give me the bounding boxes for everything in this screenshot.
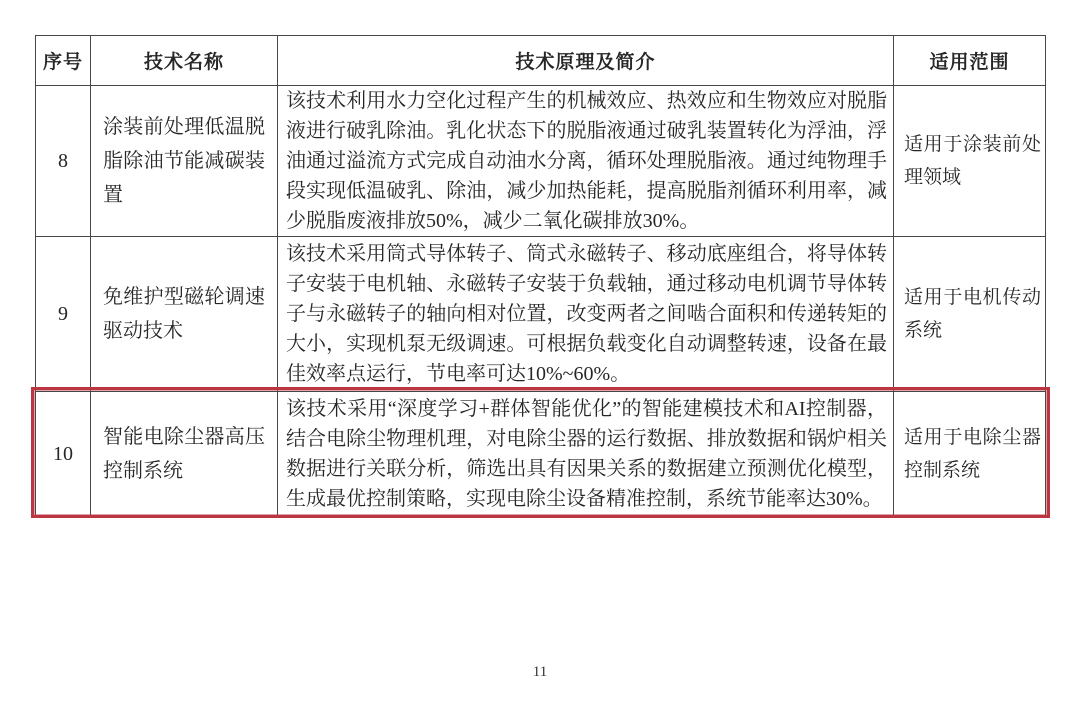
row-serial-number: 8 (36, 86, 91, 237)
row-applicable-scope (894, 237, 1046, 392)
header-serial-number: 序号 (36, 36, 91, 86)
row-principle-intro (278, 86, 894, 237)
principle-intro-text: 该技术采用筒式导体转子、筒式永磁转子、移动底座组合，将导体转子安装于电机轴、永磁转子安装于负载轴，通过移动电机调节导体转子与永磁转子的轴向相对位置，改变两者之间啮合面积和传递转矩的大小，实现机泵无级调速。可根据负载变化自动调整转速，设备在最佳效率点运行，节电率可达10%~60%。 (286, 243, 887, 385)
header-applicable-scope: 适用范围 (894, 36, 1046, 86)
applicable-scope-text: 适用于电除尘器控制系统 (904, 427, 1041, 481)
technology-table (35, 35, 1046, 517)
row-applicable-scope (894, 392, 1046, 517)
applicable-scope-text: 适用于电机传动系统 (904, 287, 1041, 341)
row-applicable-scope (894, 86, 1046, 237)
applicable-scope-text: 适用于涂装前处理领域 (904, 134, 1041, 188)
row-technology-name (91, 86, 278, 237)
table-header-row (36, 36, 1046, 86)
header-technology-name: 技术名称 (91, 36, 278, 86)
principle-intro-text: 该技术利用水力空化过程产生的机械效应、热效应和生物效应对脱脂液进行破乳除油。乳化状态下的脱脂液通过破乳装置转化为浮油，浮油通过溢流方式完成自动油水分离，循环处理脱脂液。通过纯物理手段实现低温破乳、除油，减少加热能耗，提高脱脂剂循环利用率，减少脱脂废液排放50%，减少二氧化碳排放30%。 (286, 90, 887, 232)
header-principle-intro: 技术原理及简介 (278, 36, 894, 86)
table-row (36, 237, 1046, 392)
technology-name-text: 智能电除尘器高压控制系统 (103, 426, 265, 482)
row-principle-intro (278, 237, 894, 392)
table-row (36, 86, 1046, 237)
row-principle-intro (278, 392, 894, 517)
row-serial-number: 9 (36, 237, 91, 392)
technology-name-text: 免维护型磁轮调速驱动技术 (103, 286, 265, 342)
row-serial-number: 10 (36, 392, 91, 517)
table-row-highlighted (36, 392, 1046, 517)
principle-intro-text: 该技术采用“深度学习+群体智能优化”的智能建模技术和AI控制器，结合电除尘物理机理，对电除尘器的运行数据、排放数据和锅炉相关数据进行关联分析，筛选出具有因果关系的数据建立预测优化模型，生成最优控制策略，实现电除尘设备精准控制，系统节能率达30%。 (286, 398, 887, 510)
row-technology-name (91, 237, 278, 392)
technology-name-text: 涂装前处理低温脱脂除油节能减碳装置 (103, 116, 265, 206)
row-technology-name (91, 392, 278, 517)
page-number: 11 (532, 664, 548, 680)
